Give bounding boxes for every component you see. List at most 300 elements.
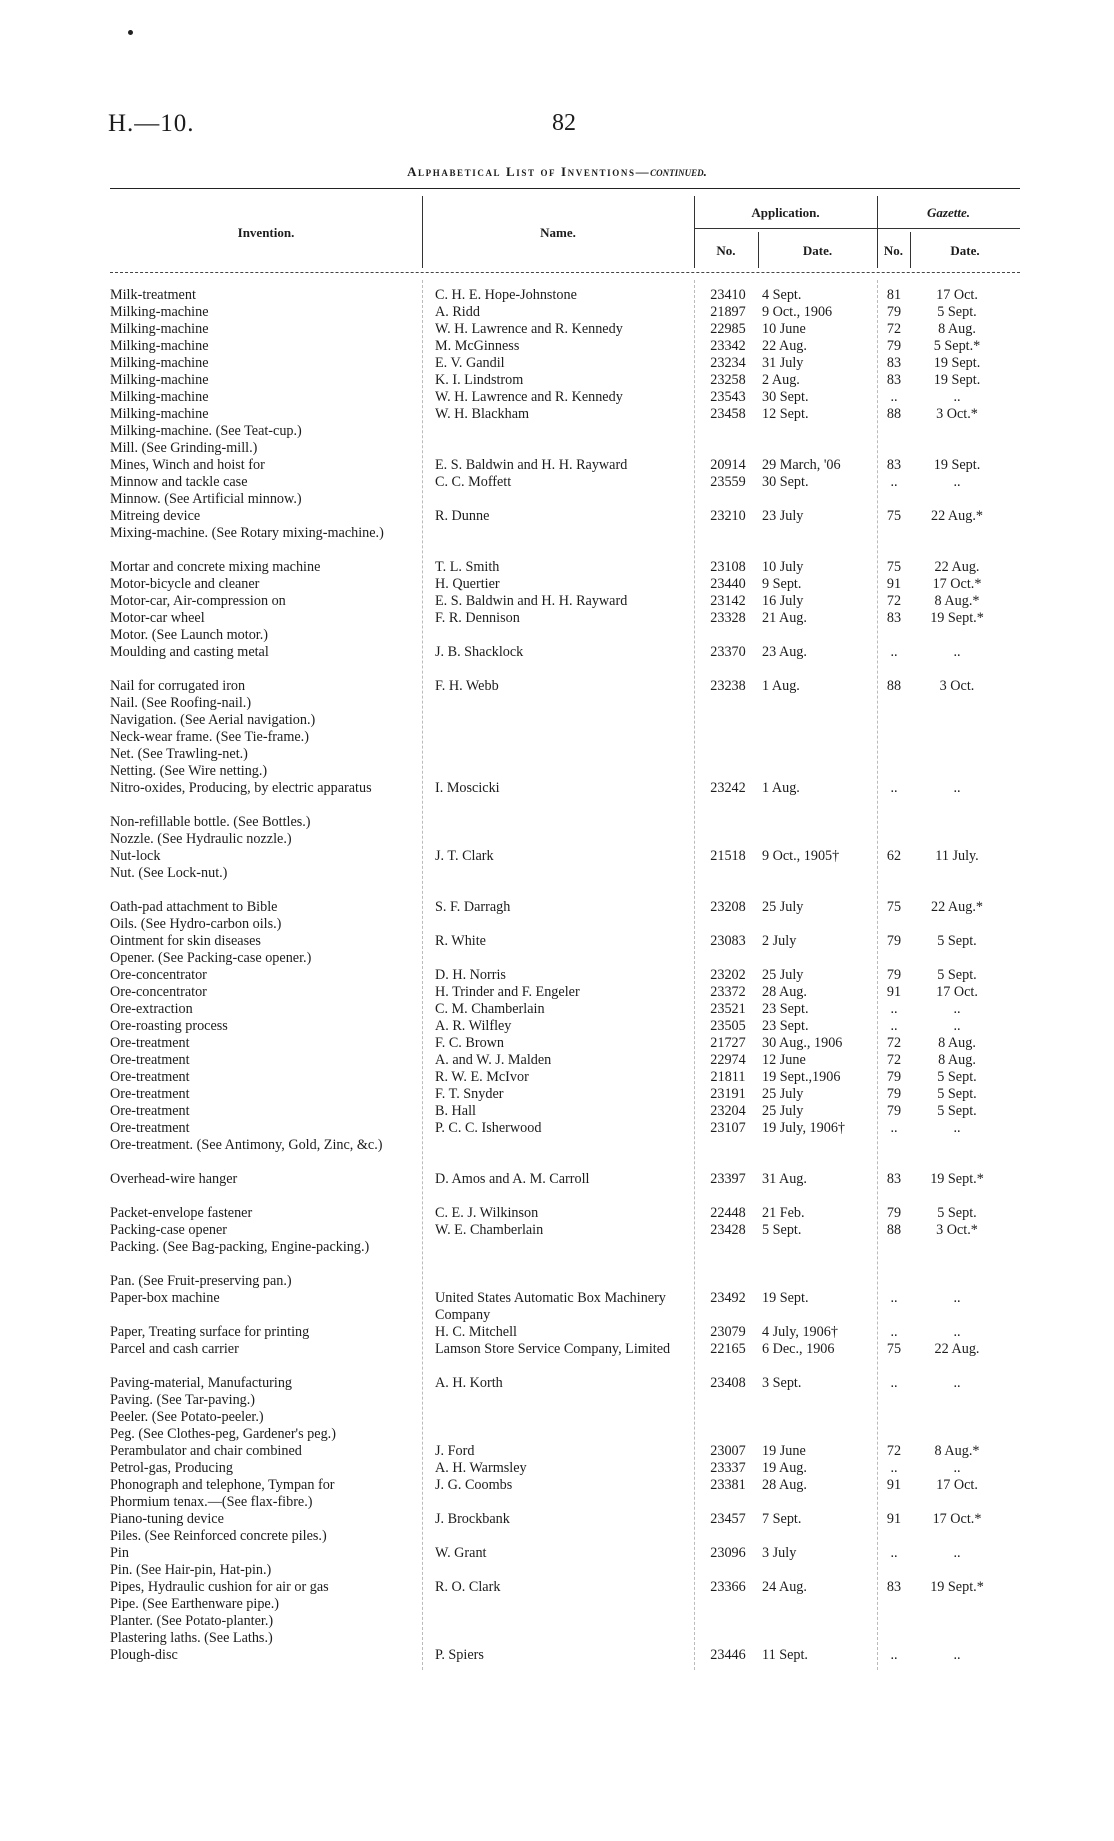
cell-gno — [880, 916, 908, 933]
cell-name: C. M. Chamberlain — [435, 1001, 545, 1017]
cell-date: 12 June — [762, 1052, 806, 1068]
cell-name — [435, 1630, 685, 1647]
cell-no: 22165 — [710, 1341, 746, 1357]
cell-name: United States Automatic Box Machinery Company — [435, 1290, 666, 1323]
cell-gno: .. — [890, 1460, 898, 1476]
cell-name: F. H. Webb — [435, 678, 499, 694]
cell-name: H. C. Mitchell — [435, 1324, 517, 1340]
cell-date: 4 July, 1906† — [762, 1324, 838, 1340]
cell-inv: Ore-treatment — [110, 1052, 190, 1068]
cell-name: J. B. Shacklock — [435, 644, 524, 660]
cell-inv: Paper, Treating surface for printing — [110, 1324, 310, 1340]
cell-no: 23202 — [710, 967, 746, 983]
cell-gno — [880, 440, 908, 457]
cell-no: 23543 — [710, 389, 746, 405]
cell-no: 23408 — [710, 1375, 746, 1391]
cell-name: W. H. Blackham — [435, 406, 530, 422]
divider — [694, 228, 877, 229]
cell-no — [698, 423, 758, 440]
cell-inv: Parcel and cash carrier — [110, 1341, 239, 1357]
cell-gno: 83 — [886, 1579, 902, 1595]
cell-gno: 79 — [886, 1205, 902, 1221]
cell-inv: Packing. (See Bag-packing, Engine-packing.) — [110, 1239, 370, 1255]
cell-date: 1 Aug. — [762, 780, 800, 796]
header-gazette: Gazette. — [927, 205, 970, 220]
cell-inv: Opener. (See Packing-case opener.) — [110, 950, 312, 966]
cell-date — [762, 882, 870, 899]
cell-gdate: .. — [953, 1001, 961, 1017]
cell-gdate: 19 Sept.* — [930, 610, 984, 626]
cell-gdate: 8 Aug. — [938, 1035, 976, 1051]
divider — [422, 280, 423, 1670]
header-gaz-no: No. — [883, 243, 904, 258]
cell-date — [762, 440, 870, 457]
cell-name: J. Brockbank — [435, 1511, 510, 1527]
cell-name: C. C. Moffett — [435, 474, 512, 490]
cell-gdate: .. — [953, 644, 961, 660]
cell-no: 23204 — [710, 1103, 746, 1119]
cell-name — [435, 525, 685, 559]
cell-inv: Milking-machine — [110, 406, 209, 422]
cell-no: 23370 — [710, 644, 746, 660]
cell-name: J. T. Clark — [435, 848, 494, 864]
cell-gdate — [912, 1596, 1002, 1613]
cell-no — [698, 1562, 758, 1579]
cell-gdate: 17 Oct. — [936, 287, 978, 303]
cell-gdate: 3 Oct.* — [936, 406, 978, 422]
cell-inv: Ore-treatment — [110, 1069, 190, 1085]
cell-gno — [880, 865, 908, 882]
cell-gno: 79 — [886, 338, 902, 354]
cell-inv: Nozzle. (See Hydraulic nozzle.) — [110, 831, 292, 847]
cell-date: 25 July — [762, 967, 804, 983]
cell-inv: Plough-disc — [110, 1647, 178, 1663]
cell-gno — [880, 1596, 908, 1613]
cell-name: F. T. Snyder — [435, 1086, 504, 1102]
cell-inv — [110, 1188, 410, 1205]
cell-name: R. O. Clark — [435, 1579, 501, 1595]
cell-date: 31 Aug. — [762, 1171, 807, 1187]
cell-gdate — [912, 1273, 1002, 1290]
cell-inv: Minnow and tackle case — [110, 474, 248, 490]
cell-date: 23 Aug. — [762, 644, 807, 660]
cell-date: 25 July — [762, 1086, 804, 1102]
cell-no: 23521 — [710, 1001, 746, 1017]
cell-gno: 83 — [886, 457, 902, 473]
cell-date: 28 Aug. — [762, 984, 807, 1000]
cell-no: 23372 — [710, 984, 746, 1000]
cell-gdate — [912, 695, 1002, 712]
cell-gdate — [912, 1239, 1002, 1273]
cell-date: 12 Sept. — [762, 406, 809, 422]
cell-inv: Mortar and concrete mixing machine — [110, 559, 321, 575]
cell-no: 23458 — [710, 406, 746, 422]
cell-date: 24 Aug. — [762, 1579, 807, 1595]
cell-inv: Ore-treatment. (See Antimony, Gold, Zinc, &c.) — [110, 1137, 383, 1153]
cell-date: 19 Sept.,1906 — [762, 1069, 841, 1085]
cell-gno: 72 — [886, 1443, 902, 1459]
cell-inv: Piano-tuning device — [110, 1511, 224, 1527]
stray-mark — [128, 30, 133, 35]
cell-inv: Oath-pad attachment to Bible — [110, 899, 278, 915]
cell-no: 23337 — [710, 1460, 746, 1476]
cell-date: 23 July — [762, 508, 804, 524]
cell-gno: 72 — [886, 321, 902, 337]
cell-date: 19 Aug. — [762, 1460, 807, 1476]
cell-gdate: 8 Aug.* — [934, 1443, 980, 1459]
cell-inv: Piles. (See Reinforced concrete piles.) — [110, 1528, 327, 1544]
cell-gdate: 22 Aug. — [934, 1341, 980, 1357]
cell-name — [435, 661, 685, 678]
cell-gdate — [912, 440, 1002, 457]
cell-name — [435, 916, 685, 933]
cell-date — [762, 695, 870, 712]
cell-no — [698, 814, 758, 831]
cell-inv: Ore-extraction — [110, 1001, 193, 1017]
cell-inv — [110, 661, 410, 678]
cell-no — [698, 763, 758, 780]
cell-date: 29 March, '06 — [762, 457, 841, 473]
cell-date — [762, 1409, 870, 1426]
cell-date: 4 Sept. — [762, 287, 802, 303]
cell-date: 9 Oct., 1905† — [762, 848, 840, 864]
cell-gno — [880, 1239, 908, 1273]
cell-no — [698, 882, 758, 899]
cell-gno — [880, 1392, 908, 1409]
cell-date: 28 Aug. — [762, 1477, 807, 1493]
cell-inv: Packet-envelope fastener — [110, 1205, 253, 1221]
cell-name — [435, 746, 685, 763]
cell-name: C. H. E. Hope-Johnstone — [435, 287, 577, 303]
invention-column — [110, 287, 410, 1664]
cell-no: 22974 — [710, 1052, 746, 1068]
cell-no — [698, 1273, 758, 1290]
cell-inv: Paving-material, Manufacturing — [110, 1375, 293, 1391]
cell-gdate: .. — [953, 1018, 961, 1034]
cell-gno: .. — [890, 1290, 898, 1306]
cell-no: 23505 — [710, 1018, 746, 1034]
cell-name — [435, 712, 685, 729]
cell-inv: Mixing-machine. (See Rotary mixing-machine.) — [110, 525, 384, 541]
cell-inv: Ore-treatment — [110, 1035, 190, 1051]
cell-gdate: .. — [953, 1460, 961, 1476]
cell-no — [698, 1528, 758, 1545]
cell-gdate — [912, 525, 1002, 559]
cell-inv: Net. (See Trawling-net.) — [110, 746, 248, 762]
cell-inv: Nail. (See Roofing-nail.) — [110, 695, 252, 711]
cell-name — [435, 695, 685, 712]
cell-name: H. Trinder and F. Engeler — [435, 984, 580, 1000]
cell-date: 5 Sept. — [762, 1222, 802, 1238]
cell-no: 23096 — [710, 1545, 746, 1561]
cell-gno — [880, 814, 908, 831]
cell-date — [762, 1562, 870, 1579]
cell-date: 10 July — [762, 559, 804, 575]
cell-name — [435, 1188, 685, 1205]
cell-no: 23210 — [710, 508, 746, 524]
cell-no: 23446 — [710, 1647, 746, 1663]
cell-gno: 83 — [886, 355, 902, 371]
cell-gdate: 17 Oct. — [936, 984, 978, 1000]
cell-inv: Ointment for skin diseases — [110, 933, 261, 949]
cell-name — [435, 440, 685, 457]
document-code: H.—10. — [108, 110, 195, 137]
cell-name: E. S. Baldwin and H. H. Rayward — [435, 457, 628, 473]
cell-name: R. W. E. McIvor — [435, 1069, 529, 1085]
cell-no: 23440 — [710, 576, 746, 592]
cell-no — [698, 695, 758, 712]
cell-gno: .. — [890, 1324, 898, 1340]
cell-no — [698, 1426, 758, 1443]
cell-name — [435, 1613, 685, 1630]
cell-gdate — [912, 1137, 1002, 1171]
cell-no — [698, 746, 758, 763]
cell-no: 23381 — [710, 1477, 746, 1493]
cell-date — [762, 1630, 870, 1647]
cell-name — [435, 950, 685, 967]
cell-date — [762, 916, 870, 933]
cell-date: 19 July, 1906† — [762, 1120, 846, 1136]
cell-no: 23238 — [710, 678, 746, 694]
cell-gno: .. — [890, 1018, 898, 1034]
page-title: Alphabetical List of Inventions—continued. — [407, 164, 707, 179]
cell-name — [435, 1426, 685, 1443]
cell-gno: 79 — [886, 1103, 902, 1119]
cell-date: 30 Sept. — [762, 389, 809, 405]
header-name: Name. — [540, 225, 576, 240]
top-rule — [110, 188, 1020, 189]
cell-gdate: 17 Oct.* — [932, 1511, 982, 1527]
cell-inv: Motor-car, Air-compression on — [110, 593, 286, 609]
cell-inv: Ore-treatment — [110, 1086, 190, 1102]
cell-no: 21811 — [710, 1069, 746, 1085]
cell-gno: 79 — [886, 933, 902, 949]
cell-name — [435, 831, 685, 848]
cell-no: 23328 — [710, 610, 746, 626]
cell-name: I. Moscicki — [435, 780, 500, 796]
cell-gno: 91 — [886, 984, 902, 1000]
cell-date: 23 Sept. — [762, 1001, 809, 1017]
cell-name: J. G. Coombs — [435, 1477, 513, 1493]
cell-no: 22985 — [710, 321, 746, 337]
cell-gno — [880, 695, 908, 712]
cell-date: 11 Sept. — [762, 1647, 808, 1663]
cell-gno: 75 — [886, 508, 902, 524]
cell-inv: Nitro-oxides, Producing, by electric apparatus — [110, 780, 372, 796]
cell-inv: Milking-machine. (See Teat-cup.) — [110, 423, 302, 439]
cell-gdate — [912, 627, 1002, 644]
cell-name: R. Dunne — [435, 508, 490, 524]
cell-gno: 75 — [886, 559, 902, 575]
cell-gno: .. — [890, 1375, 898, 1391]
cell-gdate: 22 Aug. — [934, 559, 980, 575]
gazette-number-column — [880, 287, 908, 1664]
cell-gdate — [912, 491, 1002, 508]
cell-name: E. V. Gandil — [435, 355, 505, 371]
cell-gno — [880, 423, 908, 440]
cell-gdate: 5 Sept. — [937, 1086, 977, 1102]
cell-gdate — [912, 1426, 1002, 1443]
application-date-column — [762, 287, 870, 1664]
cell-gno: 72 — [886, 1052, 902, 1068]
cell-gdate: 5 Sept. — [937, 933, 977, 949]
cell-gdate: 19 Sept. — [933, 372, 981, 388]
cell-date — [762, 814, 870, 831]
cell-gdate: 19 Sept.* — [930, 1579, 984, 1595]
cell-gdate: .. — [953, 1375, 961, 1391]
cell-gdate — [912, 814, 1002, 831]
cell-gno: 79 — [886, 304, 902, 320]
cell-gno: 91 — [886, 1511, 902, 1527]
cell-gdate: 5 Sept. — [937, 1069, 977, 1085]
cell-no: 23457 — [710, 1511, 746, 1527]
cell-gdate: 5 Sept. — [937, 304, 977, 320]
cell-inv: Paper-box machine — [110, 1290, 220, 1306]
cell-date: 3 Sept. — [762, 1375, 802, 1391]
cell-no: 23191 — [710, 1086, 746, 1102]
cell-no — [698, 1596, 758, 1613]
cell-no — [698, 661, 758, 678]
cell-gdate: 11 July. — [935, 848, 979, 864]
cell-gdate: .. — [953, 389, 961, 405]
cell-inv: Pin. (See Hair-pin, Hat-pin.) — [110, 1562, 272, 1578]
cell-date: 9 Oct., 1906 — [762, 304, 833, 320]
cell-inv: Ore-treatment — [110, 1120, 190, 1136]
cell-inv: Nut. (See Lock-nut.) — [110, 865, 228, 881]
cell-gno: 62 — [886, 848, 902, 864]
cell-no — [698, 525, 758, 559]
cell-gno — [880, 763, 908, 780]
cell-name: A. R. Wilfley — [435, 1018, 512, 1034]
cell-gdate — [912, 950, 1002, 967]
cell-no — [698, 1239, 758, 1273]
cell-no: 23079 — [710, 1324, 746, 1340]
cell-date — [762, 746, 870, 763]
cell-inv: Motor-bicycle and cleaner — [110, 576, 260, 592]
cell-gdate — [912, 661, 1002, 678]
cell-gdate: 17 Oct.* — [932, 576, 982, 592]
cell-no — [698, 1613, 758, 1630]
cell-name: W. H. Lawrence and R. Kennedy — [435, 321, 623, 337]
cell-no: 20914 — [710, 457, 746, 473]
cell-name: C. E. J. Wilkinson — [435, 1205, 539, 1221]
cell-gno: .. — [890, 1647, 898, 1663]
cell-inv — [110, 882, 410, 899]
cell-date — [762, 1426, 870, 1443]
cell-date: 23 Sept. — [762, 1018, 809, 1034]
cell-gdate — [912, 1392, 1002, 1409]
cell-date: 9 Sept. — [762, 576, 802, 592]
cell-date — [762, 525, 870, 559]
cell-name: F. C. Brown — [435, 1035, 505, 1051]
cell-date: 7 Sept. — [762, 1511, 802, 1527]
cell-no — [698, 491, 758, 508]
cell-no: 23559 — [710, 474, 746, 490]
cell-gdate: 22 Aug.* — [930, 899, 984, 915]
cell-inv: Pan. (See Fruit-preserving pan.) — [110, 1273, 292, 1289]
cell-date — [762, 491, 870, 508]
cell-no: 22448 — [710, 1205, 746, 1221]
cell-date: 22 Aug. — [762, 338, 807, 354]
cell-date — [762, 865, 870, 882]
cell-date: 6 Dec., 1906 — [762, 1341, 835, 1357]
cell-gdate: 8 Aug. — [938, 1052, 976, 1068]
cell-gdate: .. — [953, 1647, 961, 1663]
cell-no: 23258 — [710, 372, 746, 388]
cell-gno: 88 — [886, 406, 902, 422]
cell-gdate — [912, 729, 1002, 746]
cell-inv: Oils. (See Hydro-carbon oils.) — [110, 916, 282, 932]
cell-inv: Plastering laths. (See Laths.) — [110, 1630, 273, 1646]
cell-no — [698, 1409, 758, 1426]
cell-date — [762, 661, 870, 678]
cell-inv: Non-refillable bottle. (See Bottles.) — [110, 814, 311, 830]
cell-inv: Pipes, Hydraulic cushion for air or gas — [110, 1579, 329, 1595]
cell-gno: 72 — [886, 1035, 902, 1051]
cell-gdate — [912, 712, 1002, 729]
cell-gdate: .. — [953, 1545, 961, 1561]
cell-inv: Nut-lock — [110, 848, 161, 864]
cell-inv: Milking-machine — [110, 338, 209, 354]
cell-inv: Milking-machine — [110, 389, 209, 405]
cell-no — [698, 729, 758, 746]
cell-gdate: .. — [953, 474, 961, 490]
cell-inv: Milking-machine — [110, 372, 209, 388]
cell-gdate — [912, 1528, 1002, 1545]
cell-date: 30 Aug., 1906 — [762, 1035, 843, 1051]
cell-gdate: 3 Oct.* — [936, 1222, 978, 1238]
cell-gdate — [912, 423, 1002, 440]
cell-no: 23492 — [710, 1290, 746, 1306]
cell-date — [762, 1239, 870, 1273]
cell-gno — [880, 882, 908, 899]
cell-name: S. F. Darragh — [435, 899, 511, 915]
cell-name: W. E. Chamberlain — [435, 1222, 544, 1238]
cell-gdate — [912, 1613, 1002, 1630]
cell-date — [762, 1273, 870, 1290]
cell-gno — [880, 712, 908, 729]
cell-gno — [880, 729, 908, 746]
cell-gdate: 3 Oct. — [939, 678, 975, 694]
cell-name: D. Amos and A. M. Carroll — [435, 1171, 590, 1187]
cell-date — [762, 831, 870, 848]
cell-name — [435, 1392, 685, 1409]
cell-name — [435, 1239, 685, 1273]
cell-no — [698, 627, 758, 644]
cell-inv: Phonograph and telephone, Tympan for — [110, 1477, 335, 1493]
cell-date: 30 Sept. — [762, 474, 809, 490]
cell-inv: Phormium tenax.—(See flax-fibre.) — [110, 1494, 313, 1510]
cell-gdate: 19 Sept.* — [930, 1171, 984, 1187]
cell-date: 19 Sept. — [762, 1290, 809, 1306]
cell-no: 23007 — [710, 1443, 746, 1459]
cell-gdate — [912, 1562, 1002, 1579]
divider — [877, 280, 878, 1670]
cell-date: 25 July — [762, 1103, 804, 1119]
cell-name: A. H. Warmsley — [435, 1460, 527, 1476]
cell-inv: Nail for corrugated iron — [110, 678, 246, 694]
cell-date — [762, 950, 870, 967]
cell-date — [762, 1494, 870, 1511]
header-app-date: Date. — [802, 243, 833, 258]
cell-gdate — [912, 1494, 1002, 1511]
cell-no — [698, 1392, 758, 1409]
cell-no: 23366 — [710, 1579, 746, 1595]
cell-gno: 81 — [886, 287, 902, 303]
cell-date: 2 Aug. — [762, 372, 800, 388]
cell-inv: Mitreing device — [110, 508, 201, 524]
cell-name — [435, 1137, 685, 1171]
